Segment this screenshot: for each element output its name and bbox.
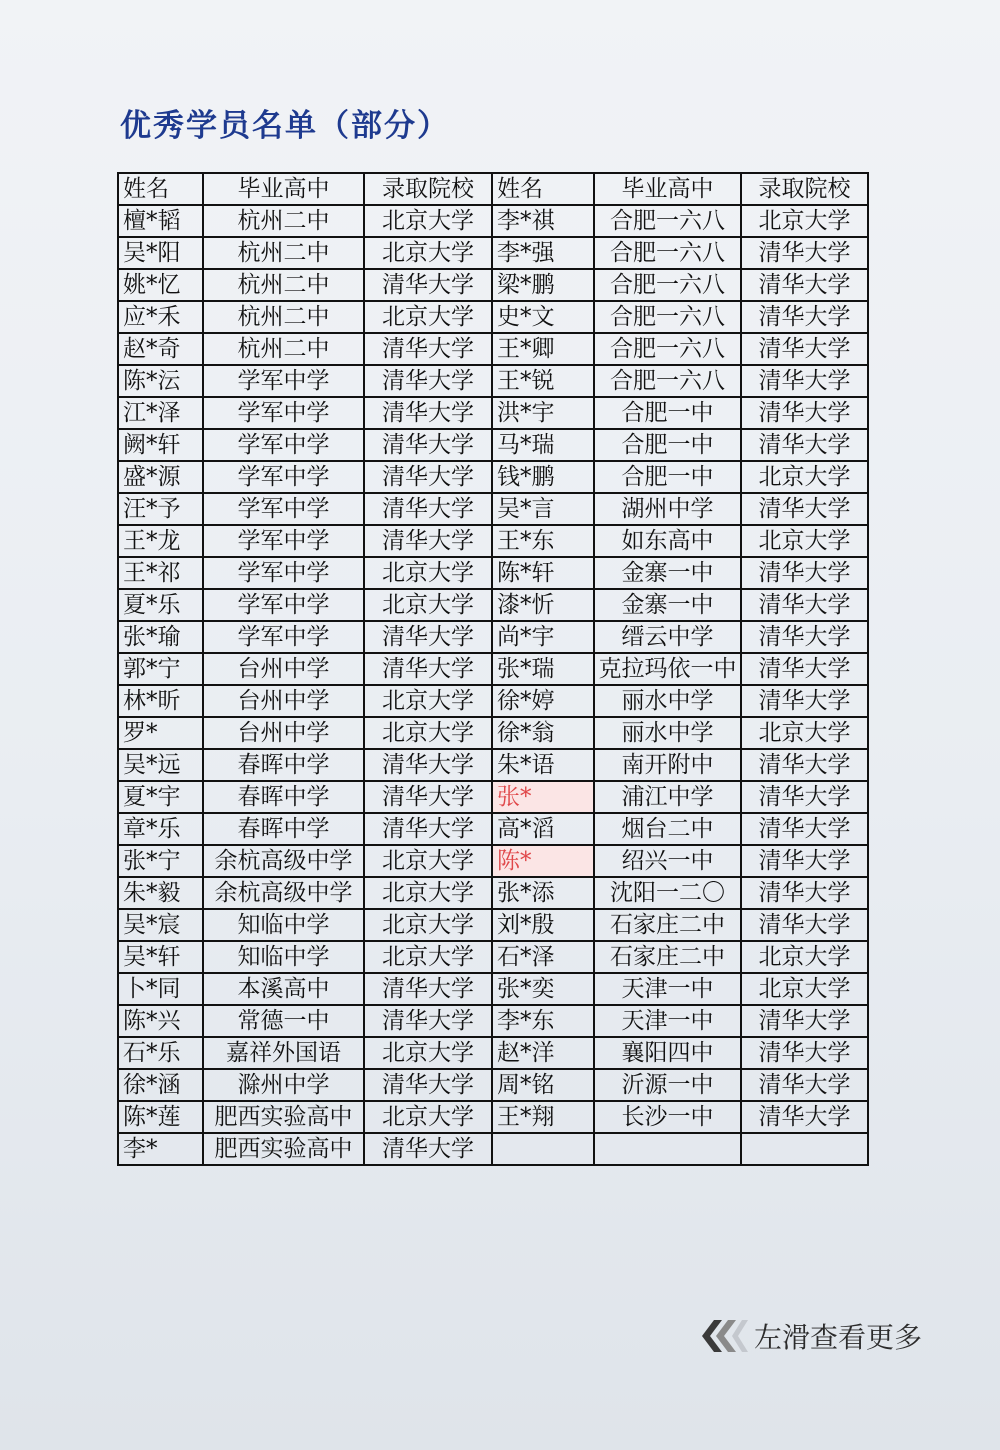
high-school-cell: 余杭高级中学 [203, 845, 364, 877]
table-row [118, 493, 868, 525]
student-name-cell: 罗* [118, 717, 203, 749]
table-row [118, 1069, 868, 1101]
table-row [118, 621, 868, 653]
header-cell: 录取院校 [364, 173, 492, 205]
high-school-cell: 石家庄二中 [594, 941, 741, 973]
high-school-cell: 余杭高级中学 [203, 877, 364, 909]
high-school-cell: 杭州二中 [203, 333, 364, 365]
student-name-cell: 马*瑞 [492, 429, 594, 461]
high-school-cell: 杭州二中 [203, 205, 364, 237]
high-school-cell: 知临中学 [203, 909, 364, 941]
university-cell: 清华大学 [741, 1005, 868, 1037]
student-name-cell: 王*翔 [492, 1101, 594, 1133]
high-school-cell: 合肥一中 [594, 461, 741, 493]
university-cell [741, 1133, 868, 1165]
swipe-left-hint[interactable] [696, 1316, 922, 1356]
table-row [118, 685, 868, 717]
student-name-cell: 王*卿 [492, 333, 594, 365]
high-school-cell: 沂源一中 [594, 1069, 741, 1101]
student-name-cell: 陈* [492, 845, 594, 877]
high-school-cell: 金寨一中 [594, 557, 741, 589]
university-cell: 清华大学 [741, 877, 868, 909]
table-row [118, 397, 868, 429]
university-cell: 清华大学 [364, 429, 492, 461]
high-school-cell: 天津一中 [594, 973, 741, 1005]
university-cell: 清华大学 [741, 1101, 868, 1133]
high-school-cell: 石家庄二中 [594, 909, 741, 941]
student-name-cell: 张* [492, 781, 594, 813]
university-cell: 清华大学 [741, 1069, 868, 1101]
student-name-cell: 朱*毅 [118, 877, 203, 909]
student-name-cell: 李*东 [492, 1005, 594, 1037]
table-row [118, 1101, 868, 1133]
student-name-cell: 赵*奇 [118, 333, 203, 365]
student-name-cell: 张*瑜 [118, 621, 203, 653]
high-school-cell: 合肥一六八 [594, 205, 741, 237]
student-name-cell: 周*铭 [492, 1069, 594, 1101]
header-cell: 录取院校 [741, 173, 868, 205]
university-cell: 北京大学 [364, 557, 492, 589]
university-cell: 清华大学 [364, 621, 492, 653]
table-row [118, 781, 868, 813]
university-cell: 清华大学 [741, 493, 868, 525]
university-cell: 清华大学 [364, 269, 492, 301]
student-name-cell: 尚*宇 [492, 621, 594, 653]
high-school-cell: 湖州中学 [594, 493, 741, 525]
high-school-cell: 本溪高中 [203, 973, 364, 1005]
university-cell: 清华大学 [364, 525, 492, 557]
student-name-cell: 应*禾 [118, 301, 203, 333]
swipe-hint-text: 左滑查看更多 [754, 1321, 923, 1354]
university-cell: 北京大学 [364, 1101, 492, 1133]
table-row [118, 1005, 868, 1037]
high-school-cell: 合肥一中 [594, 397, 741, 429]
university-cell: 北京大学 [741, 461, 868, 493]
university-cell: 清华大学 [741, 813, 868, 845]
university-cell: 清华大学 [741, 301, 868, 333]
table-row [118, 205, 868, 237]
high-school-cell: 绍兴一中 [594, 845, 741, 877]
student-name-cell: 漆*忻 [492, 589, 594, 621]
student-name-cell: 李* [118, 1133, 203, 1165]
table-row [118, 877, 868, 909]
student-name-cell: 张*添 [492, 877, 594, 909]
university-cell: 清华大学 [364, 1133, 492, 1165]
student-name-cell: 史*文 [492, 301, 594, 333]
table-row [118, 909, 868, 941]
student-name-cell: 王*东 [492, 525, 594, 557]
high-school-cell: 杭州二中 [203, 301, 364, 333]
table-row [118, 749, 868, 781]
table-row [118, 333, 868, 365]
table-row [118, 269, 868, 301]
student-name-cell: 姚*忆 [118, 269, 203, 301]
page-title: 优秀学员名单（部分） [120, 108, 450, 144]
high-school-cell: 春晖中学 [203, 781, 364, 813]
student-name-cell: 张*奕 [492, 973, 594, 1005]
university-cell: 清华大学 [364, 813, 492, 845]
student-name-cell: 王*祁 [118, 557, 203, 589]
high-school-cell: 台州中学 [203, 653, 364, 685]
student-name-cell: 吴*宸 [118, 909, 203, 941]
high-school-cell: 烟台二中 [594, 813, 741, 845]
student-name-cell: 李*强 [492, 237, 594, 269]
student-name-cell: 吴*言 [492, 493, 594, 525]
university-cell: 北京大学 [364, 1037, 492, 1069]
high-school-cell: 合肥一六八 [594, 365, 741, 397]
university-cell: 北京大学 [741, 973, 868, 1005]
university-cell: 清华大学 [741, 589, 868, 621]
table-row [118, 461, 868, 493]
student-name-cell: 张*瑞 [492, 653, 594, 685]
high-school-cell: 常德一中 [203, 1005, 364, 1037]
university-cell: 北京大学 [364, 589, 492, 621]
student-name-cell: 卜*同 [118, 973, 203, 1005]
university-cell: 清华大学 [364, 397, 492, 429]
header-cell: 姓名 [118, 173, 203, 205]
university-cell: 清华大学 [741, 845, 868, 877]
university-cell: 清华大学 [364, 653, 492, 685]
university-cell: 北京大学 [364, 717, 492, 749]
student-name-cell: 吴*轩 [118, 941, 203, 973]
table-row [118, 237, 868, 269]
university-cell: 清华大学 [364, 461, 492, 493]
student-name-cell: 吴*远 [118, 749, 203, 781]
high-school-cell: 沈阳一二〇 [594, 877, 741, 909]
university-cell: 北京大学 [741, 205, 868, 237]
high-school-cell: 台州中学 [203, 685, 364, 717]
high-school-cell: 合肥一六八 [594, 269, 741, 301]
table-row [118, 845, 868, 877]
high-school-cell: 长沙一中 [594, 1101, 741, 1133]
student-name-cell: 梁*鹏 [492, 269, 594, 301]
student-name-cell: 盛*源 [118, 461, 203, 493]
student-name-cell: 陈*莲 [118, 1101, 203, 1133]
university-cell: 清华大学 [741, 429, 868, 461]
high-school-cell: 学军中学 [203, 493, 364, 525]
header-cell: 毕业高中 [203, 173, 364, 205]
high-school-cell: 丽水中学 [594, 717, 741, 749]
high-school-cell: 学军中学 [203, 365, 364, 397]
student-name-cell: 江*泽 [118, 397, 203, 429]
table-row [118, 525, 868, 557]
student-name-cell: 徐*婷 [492, 685, 594, 717]
student-name-cell: 阙*轩 [118, 429, 203, 461]
student-name-cell: 钱*鹏 [492, 461, 594, 493]
university-cell: 清华大学 [741, 685, 868, 717]
high-school-cell: 丽水中学 [594, 685, 741, 717]
student-name-cell: 檀*韬 [118, 205, 203, 237]
university-cell: 北京大学 [741, 717, 868, 749]
university-cell: 北京大学 [364, 301, 492, 333]
high-school-cell: 嘉祥外国语 [203, 1037, 364, 1069]
student-name-cell: 刘*殷 [492, 909, 594, 941]
university-cell: 北京大学 [364, 941, 492, 973]
high-school-cell: 学军中学 [203, 429, 364, 461]
double-chevron-left-icon [696, 1316, 748, 1356]
university-cell: 清华大学 [741, 653, 868, 685]
university-cell: 清华大学 [741, 333, 868, 365]
high-school-cell: 缙云中学 [594, 621, 741, 653]
university-cell: 清华大学 [741, 397, 868, 429]
university-cell: 清华大学 [364, 781, 492, 813]
university-cell: 清华大学 [741, 781, 868, 813]
student-name-cell: 张*宁 [118, 845, 203, 877]
high-school-cell: 台州中学 [203, 717, 364, 749]
high-school-cell: 知临中学 [203, 941, 364, 973]
high-school-cell: 学军中学 [203, 589, 364, 621]
student-name-cell: 徐*翁 [492, 717, 594, 749]
student-name-cell: 汪*予 [118, 493, 203, 525]
university-cell: 清华大学 [741, 365, 868, 397]
university-cell: 北京大学 [364, 845, 492, 877]
university-cell: 北京大学 [364, 909, 492, 941]
table-row [118, 1037, 868, 1069]
student-name-cell: 章*乐 [118, 813, 203, 845]
high-school-cell: 学军中学 [203, 525, 364, 557]
university-cell: 清华大学 [741, 749, 868, 781]
student-name-cell: 陈*轩 [492, 557, 594, 589]
university-cell: 清华大学 [741, 237, 868, 269]
table-row [118, 301, 868, 333]
table-row [118, 653, 868, 685]
high-school-cell: 春晖中学 [203, 813, 364, 845]
high-school-cell: 肥西实验高中 [203, 1101, 364, 1133]
student-name-cell: 石*乐 [118, 1037, 203, 1069]
high-school-cell: 学军中学 [203, 621, 364, 653]
student-name-cell: 朱*语 [492, 749, 594, 781]
table-row [118, 557, 868, 589]
student-roster-table [117, 172, 869, 1166]
high-school-cell: 学军中学 [203, 461, 364, 493]
university-cell: 北京大学 [741, 941, 868, 973]
high-school-cell: 浦江中学 [594, 781, 741, 813]
high-school-cell: 如东高中 [594, 525, 741, 557]
university-cell: 北京大学 [364, 877, 492, 909]
high-school-cell: 滁州中学 [203, 1069, 364, 1101]
high-school-cell: 肥西实验高中 [203, 1133, 364, 1165]
student-name-cell: 夏*乐 [118, 589, 203, 621]
high-school-cell: 金寨一中 [594, 589, 741, 621]
student-name-cell: 夏*宇 [118, 781, 203, 813]
student-name-cell: 洪*宇 [492, 397, 594, 429]
high-school-cell: 合肥一六八 [594, 237, 741, 269]
high-school-cell: 学军中学 [203, 397, 364, 429]
university-cell: 清华大学 [741, 621, 868, 653]
table-row [118, 717, 868, 749]
university-cell: 清华大学 [364, 1005, 492, 1037]
high-school-cell: 春晖中学 [203, 749, 364, 781]
student-name-cell: 徐*涵 [118, 1069, 203, 1101]
table-row [118, 813, 868, 845]
student-name-cell: 高*滔 [492, 813, 594, 845]
student-name-cell [492, 1133, 594, 1165]
student-name-cell: 赵*洋 [492, 1037, 594, 1069]
university-cell: 清华大学 [741, 1037, 868, 1069]
table-row [118, 589, 868, 621]
header-cell: 姓名 [492, 173, 594, 205]
student-name-cell: 陈*沄 [118, 365, 203, 397]
high-school-cell: 合肥一中 [594, 429, 741, 461]
high-school-cell: 襄阳四中 [594, 1037, 741, 1069]
university-cell: 北京大学 [364, 237, 492, 269]
high-school-cell [594, 1133, 741, 1165]
table-row [118, 1133, 868, 1165]
table-row [118, 973, 868, 1005]
student-name-cell: 王*锐 [492, 365, 594, 397]
student-name-cell: 吴*阳 [118, 237, 203, 269]
high-school-cell: 杭州二中 [203, 237, 364, 269]
university-cell: 清华大学 [364, 1069, 492, 1101]
student-name-cell: 石*泽 [492, 941, 594, 973]
student-name-cell: 王*龙 [118, 525, 203, 557]
high-school-cell: 合肥一六八 [594, 301, 741, 333]
high-school-cell: 天津一中 [594, 1005, 741, 1037]
student-name-cell: 郭*宁 [118, 653, 203, 685]
university-cell: 清华大学 [364, 333, 492, 365]
university-cell: 北京大学 [364, 685, 492, 717]
high-school-cell: 克拉玛依一中 [594, 653, 741, 685]
university-cell: 清华大学 [364, 493, 492, 525]
table-header-row [118, 173, 868, 205]
university-cell: 北京大学 [364, 205, 492, 237]
student-name-cell: 林*昕 [118, 685, 203, 717]
university-cell: 北京大学 [741, 525, 868, 557]
high-school-cell: 南开附中 [594, 749, 741, 781]
university-cell: 清华大学 [364, 365, 492, 397]
university-cell: 清华大学 [364, 973, 492, 1005]
university-cell: 清华大学 [741, 269, 868, 301]
university-cell: 清华大学 [364, 749, 492, 781]
table-row [118, 941, 868, 973]
header-cell: 毕业高中 [594, 173, 741, 205]
high-school-cell: 合肥一六八 [594, 333, 741, 365]
table-row [118, 365, 868, 397]
table-row [118, 429, 868, 461]
high-school-cell: 杭州二中 [203, 269, 364, 301]
university-cell: 清华大学 [741, 909, 868, 941]
student-name-cell: 李*祺 [492, 205, 594, 237]
university-cell: 清华大学 [741, 557, 868, 589]
student-name-cell: 陈*兴 [118, 1005, 203, 1037]
high-school-cell: 学军中学 [203, 557, 364, 589]
